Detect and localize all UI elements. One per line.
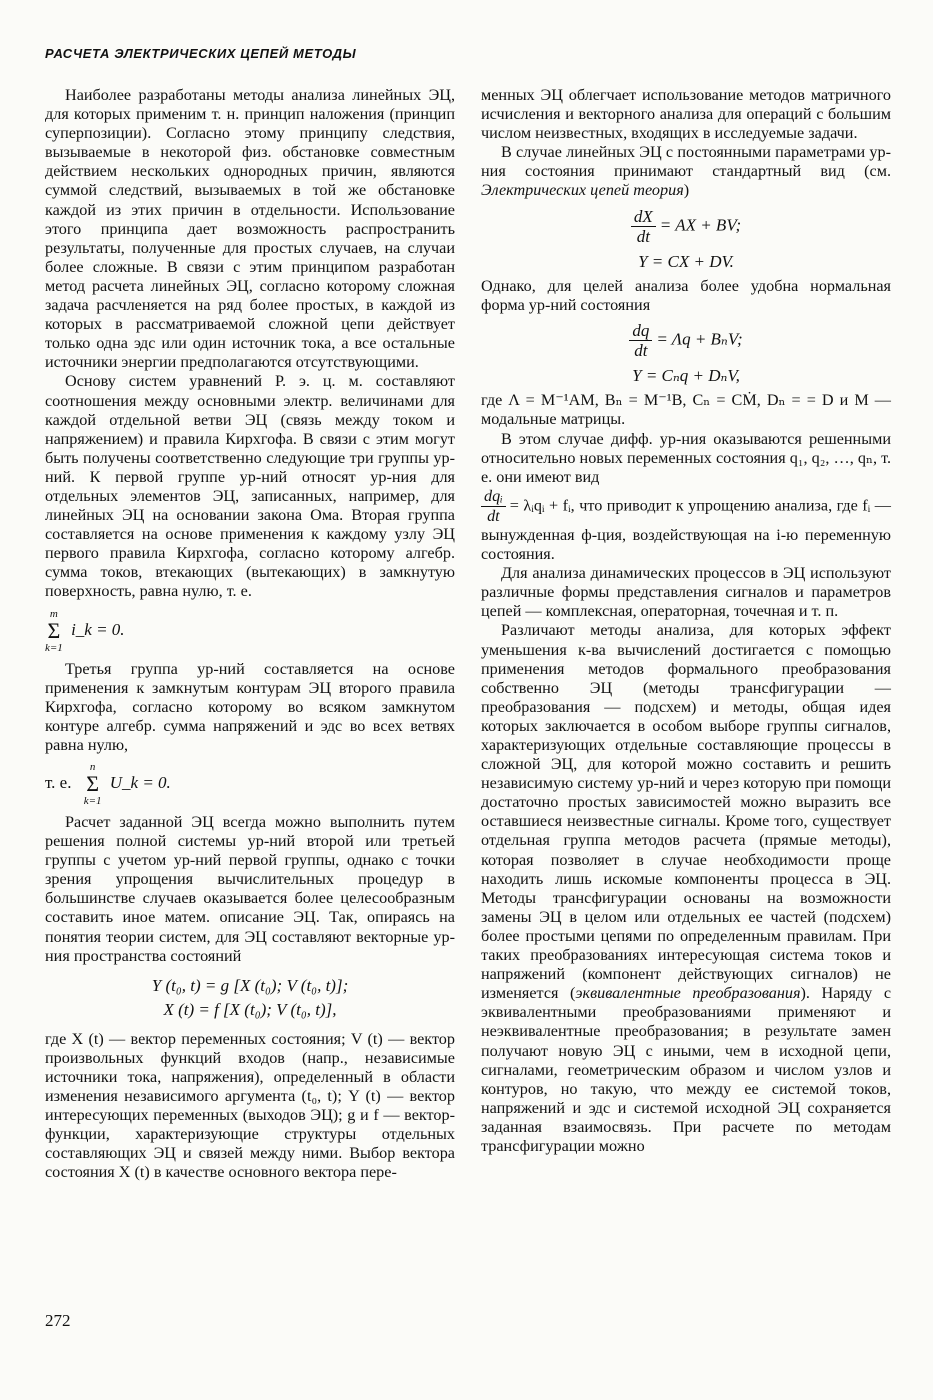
left-column (45, 86, 455, 1183)
formula-body: i_k = 0. (71, 619, 125, 639)
paragraph: Расчет заданной ЭЦ всегда можно выполнить путем решения полной системы ур-ний второй или третьей группы с учетом ур-ний первой группы, однако с точки зрения упрощения вычислительных процедур в большинстве случаев оказывается более целесообразным составить иное матем. описание ЭЦ. Так, опираясь на понятия теории систем, для ЭЦ составляют векторные ур-ния пространства состояний (45, 813, 455, 965)
kirchhoff-voltage-formula (45, 761, 455, 807)
numerator: dqᵢ (481, 487, 506, 507)
formula-body: = AX + BV; (659, 215, 742, 235)
paragraph: Однако, для целей анализа более удобна нормальная форма ур-ний состояния (481, 276, 891, 314)
formula-line: X (t) = f [X (t₀); V (t₀, t)], (163, 999, 337, 1019)
formula-body: U_k = 0. (109, 772, 171, 792)
paragraph: Основу систем уравнений Р. э. ц. м. составляют соотношения между основными электр. величинами для каждой отдельной ветви ЭЦ (связь между током и напряжением) и правила Кирхгофа. В связи с этим могут быть получены соответственно следующие три группы ур-ний. К первой группе ур-ний относят ур-ния для отдельных элементов ЭЦ, записанных, например, для линейных ЭЦ на основании закона Ома. Вторая группа составляется на основе применения к каждому узлу ЭЦ первого правила Кирхгофа, согласно которому алгебр. сумма токов, втекающих (вытекающих) в замкнутую поверхность, равна нулю, т. е. (45, 372, 455, 601)
normal-form-equation-2: Y = Cₙq + DₙV, (632, 366, 740, 386)
numerator: dq (629, 321, 652, 341)
cross-reference: эквивалентные преобразования (575, 984, 801, 1003)
fraction (629, 321, 652, 360)
sum-lower-limit: k=1 (83, 795, 102, 807)
state-equation-2: Y = CX + DV. (638, 251, 734, 271)
formula-line: Y (t₀, t) = g [X (t₀); V (t₀, t)]; (151, 975, 349, 995)
running-header: РАСЧЕТА ЭЛЕКТРИЧЕСКИХ ЦЕПЕЙ МЕТОДЫ (45, 46, 357, 61)
numerator: dX (631, 207, 656, 227)
fraction (631, 207, 656, 246)
denominator: dt (636, 226, 650, 246)
denominator: dt (487, 506, 500, 525)
state-space-formula (45, 974, 455, 1022)
paragraph (481, 487, 891, 564)
formula-body: = λᵢqᵢ + fᵢ, что приводит к упрощению анализа, где fᵢ — вынужденная ф-ция, воздействующая на i-ю переменную состояния. (481, 496, 891, 564)
normal-form-equation-1 (481, 321, 891, 360)
text: Различают методы анализа, для которых эффект уменьшения к-ва вычислений достигается с помощью применения методов формального преобразования собственно ЭЦ (методы трансфигурации — преобразования — подсхем) и методы, общая идея которых заключается в особом выборе группы сигналов, характеризующих отдельные составляющие процессы в сложной ЭЦ, для которой можно составить и решить независимую систему ур-ний и через которую при помощи достаточно простых зависимостей можно выразить все оставшиеся неизвестные сигналы. Кроме того, существует отдельная группа методов расчета (прямые методы), которая позволяет в случае необходимости проще находить лишь искомые компоненты процесса в ЭЦ. Методы трансфигурации основаны на возможности замены ЭЦ в целом или отдельных ее частей (подсхем) более простыми цепями по определенным правилам. При таких преобразованиях интересующая система токов и напряжений (компонент действующих сигналов) не изменяется ( (481, 621, 891, 1003)
paragraph: Наиболее разработаны методы анализа линейных ЭЦ, для которых применим т. н. принцип наложения (принцип суперпозиции). Согласно этому принципу следствия, вызываемые в некоторой физ. обстановке совместным действием нескольких однородных причин, являются суммой следствий, вызываемых в той же обстановке каждой из этих причин в отдельности. Использование этого принципа дает возможность распространить результаты, полученные для простых случаев, на случаи более сложные. В связи с этим принципом разработан метод расчета линейных ЭЦ, согласно которому сложная задача расчленяется на ряд более простых, в каждой из которых в рассматриваемой сложной цепи действует только одна эдс или один источник тока, а все остальные источники энергии предполагаются отсутствующими. (45, 86, 455, 372)
sigma-symbol: Σ (47, 617, 61, 643)
denominator: dt (634, 341, 648, 361)
sum-lower-limit: k=1 (45, 641, 63, 654)
state-equation-1 (481, 207, 891, 246)
paragraph (481, 143, 891, 200)
cross-reference: Электрических цепей теория (481, 181, 684, 200)
formula-prefix: т. е. (45, 772, 72, 792)
paragraph: Третья группа ур-ний составляется на основе применения к замкнутым контурам ЭЦ второго правила Кирхгофа, согласно которому во всяком замкнутом контуре алгебр. сумма напряжений и эдс во всех ветвях равна нулю, (45, 659, 455, 754)
paragraph (481, 621, 891, 1156)
kirchhoff-current-formula (45, 608, 455, 654)
right-column (481, 86, 891, 1156)
sum-upper-limit: n (89, 761, 96, 773)
paragraph: где X (t) — вектор переменных состояния; V (t) — вектор произвольных функций входов (напр., независимые источники тока, напряжения), определенный в области изменения независимого аргумента (t₀, t); Y (t) — вектор интересующих переменных (выходов ЭЦ); g и f — вектор-функции, характеризующие структуры отдельных составляющих ЭЦ и связей между ними. Выбор вектора состояния X (t) в качестве основного вектора пере- (45, 1029, 455, 1182)
page-number: 272 (45, 1311, 71, 1330)
summation (84, 761, 102, 807)
paragraph: менных ЭЦ облегчает использование методов матричного исчисления и векторного анализа для операций с большим числом неизвестных, входящих в исследуемые задачи. (481, 86, 891, 143)
sum-upper-limit: m (49, 607, 58, 620)
text: ). Наряду с эквивалентными преобразованиями применяют и неэквивалентные преобразования; в результате замен получают новую ЭЦ с иными, чем в исходной цепи, сигналами, геометрическим образом и числом узлов и контуров, но такую, что между ее системой токов, напряжений и эдс и системой исходной ЭЦ сохраняется заданная взаимосвязь. При расчете по методам трансфигурации можно (481, 984, 891, 1155)
formula-body: = Λq + BₙV; (656, 329, 743, 349)
fraction (481, 487, 506, 526)
text: ) (683, 181, 690, 200)
paragraph: Для анализа динамических процессов в ЭЦ используют различные формы представления сигналов и параметров цепей — комплексная, операторная, точечная и т. п. (481, 564, 891, 621)
paragraph: где Λ = M⁻¹AM, Bₙ = M⁻¹B, Cₙ = CṀ, Dₙ = = D и M — модальные матрицы. (481, 391, 891, 429)
sigma-symbol: Σ (86, 771, 100, 796)
summation (45, 608, 63, 654)
text: В случае линейных ЭЦ с постоянными параметрами ур-ния состояния принимают стандартный вид (см. (481, 143, 891, 181)
paragraph: В этом случае дифф. ур-ния оказываются решенными относительно новых переменных состояния q₁, q₂, …, qₙ, т. е. они имеют вид (481, 429, 891, 486)
